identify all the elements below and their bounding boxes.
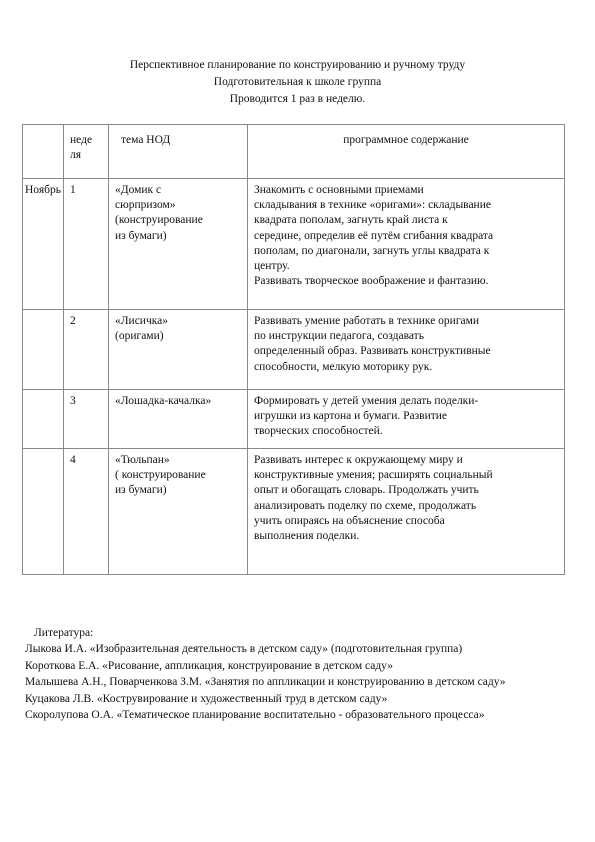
document-header <box>0 57 595 108</box>
cell-topic: «Лисичка» (оригами) <box>109 310 248 390</box>
cell-week: 1 <box>64 179 109 310</box>
table-row <box>23 310 565 390</box>
cell-topic: «Домик с сюрпризом» (конструирование из бумаги) <box>109 179 248 310</box>
literature-item: Скоролупова О.А. «Тематическое планирование воспитательно - образовательного процесса» <box>25 709 485 722</box>
literature-item: Малышева А.Н., Поварченкова З.М. «Занятия по аппликации и конструированию в детском саду» <box>25 676 506 689</box>
header-week: неде ля <box>64 125 109 179</box>
table-row <box>23 449 565 575</box>
cell-month <box>23 310 64 390</box>
cell-month: Ноябрь <box>23 179 64 310</box>
literature-item: Лыкова И.А. «Изобразительная деятельность в детском саду» (подготовительная группа) <box>25 643 463 656</box>
literature-item: Куцакова Л.В. «Кострувирование и художественный труд в детском саду» <box>25 692 388 705</box>
cell-content: Развивать умение работать в технике оригами по инструкции педагога, создавать определенный образ. Развивать конструктивные способности, мелкую моторику рук. <box>248 310 565 390</box>
cell-content: Знакомить с основными приемами складывания в технике «оригами»: складывание квадрата пополам, загнуть край листа к середине, определив её путём сгибания квадрата пополам, по диагонали, загнуть углы квадрата к центру. Развивать творческое воображение и фантазию. <box>248 179 565 310</box>
literature-item: Короткова Е.А. «Рисование, аппликация, конструирование в детском саду» <box>25 659 393 672</box>
cell-topic: «Лошадка-качалка» <box>109 390 248 449</box>
header-topic: тема НОД <box>109 125 248 179</box>
header-group: Подготовительная к школе группа <box>213 76 382 88</box>
cell-week: 2 <box>64 310 109 390</box>
literature-section <box>25 625 570 723</box>
table-row <box>23 179 565 310</box>
cell-week: 4 <box>64 449 109 575</box>
cell-topic: «Тюльпан» ( конструирование из бумаги) <box>109 449 248 575</box>
cell-month <box>23 449 64 575</box>
planning-table <box>22 124 565 575</box>
header-frequency: Проводится 1 раз в неделю. <box>229 93 366 105</box>
cell-week: 3 <box>64 390 109 449</box>
cell-content: Формировать у детей умения делать поделки- игрушки из картона и бумаги. Развитие творческих способностей. <box>248 390 565 449</box>
cell-content: Развивать интерес к окружающему миру и конструктивные умения; расширять социальный опыт и обогащать словарь. Продолжать учить анализировать поделку по схеме, продолжать учить опираясь на объяснение способа выполнения поделки. <box>248 449 565 575</box>
literature-title: Литература: <box>34 627 94 639</box>
table-header-row <box>23 125 565 179</box>
header-month <box>23 125 64 179</box>
cell-month <box>23 390 64 449</box>
header-content: программное содержание <box>248 125 565 179</box>
header-title: Перспективное планирование по конструированию и ручному труду <box>129 59 466 71</box>
table-row <box>23 390 565 449</box>
